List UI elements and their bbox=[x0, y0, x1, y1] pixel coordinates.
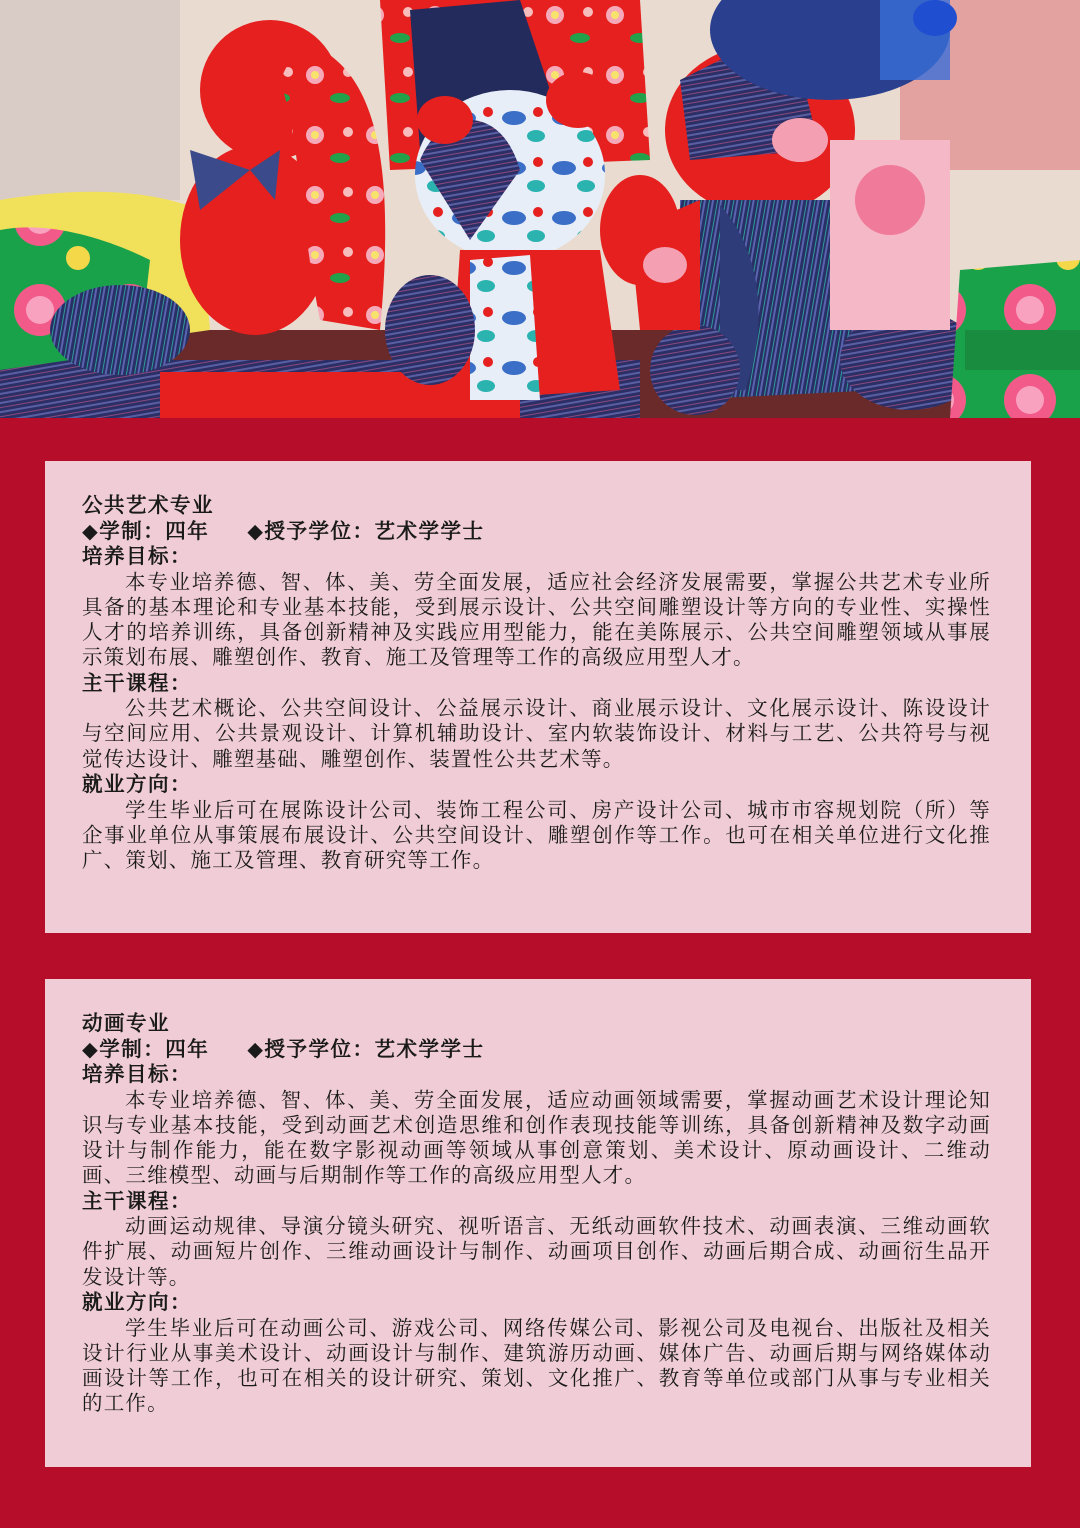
goal-text: 本专业培养德、智、体、美、劳全面发展，适应社会经济发展需要，掌握公共艺术专业所具备的基本理论和专业基本技能，受到展示设计、公共空间雕塑设计等方向的专业性、实操性人才的培养训练，具备创新精神及实践应用型能力，能在美陈展示、公共空间雕塑领域从事展示策划布展、雕塑创作、教育、施工及管理等工作的高级应用型人才。 bbox=[82, 569, 991, 670]
major-title: 公共艺术专业 bbox=[82, 493, 214, 517]
course-text: 动画运动规律、导演分镜头研究、视听语言、无纸动画软件技术、动画表演、三维动画软件扩展、动画短片创作、三维动画设计与制作、动画项目创作、动画后期合成、动画衍生品开发设计等。 bbox=[82, 1214, 991, 1289]
career-text: 学生毕业后可在动画公司、游戏公司、网络传媒公司、影视公司及电视台、出版社及相关设计行业从事美术设计、动画设计与制作、建筑游历动画、媒体广告、动画后期与网络媒体动画设计等工作，也可在相关的设计研究、策划、文化推广、教育等单位或部门从事与专业相关的工作。 bbox=[82, 1315, 991, 1416]
goal-text: 本专业培养德、智、体、美、劳全面发展，适应动画领域需要，掌握动画艺术设计理论知识与专业基本技能，受到动画艺术创造思维和创作表现技能等训练，具备创新精神及数字动画设计与制作能力，能在数字影视动画等领域从事创意策划、美术设计、原动画设计、二维动画、三维模型、动画与后期制作等工作的高级应用型人才。 bbox=[82, 1087, 991, 1188]
major-meta bbox=[82, 1037, 991, 1063]
degree-label: ◆授予学位：艺术学学士 bbox=[247, 1036, 485, 1061]
major-meta bbox=[82, 519, 991, 545]
major-card-animation bbox=[45, 979, 1031, 1467]
duration-label: ◆学制：四年 bbox=[82, 518, 210, 543]
major-title: 动画专业 bbox=[82, 1011, 170, 1035]
goal-heading: 培养目标： bbox=[82, 544, 192, 568]
major-card-public-art bbox=[45, 461, 1031, 933]
course-text: 公共艺术概论、公共空间设计、公益展示设计、商业展示设计、文化展示设计、陈设设计与空间应用、公共景观设计、计算机辅助设计、室内软装饰设计、材料与工艺、公共符号与视觉传达设计、雕塑基础、雕塑创作、装置性公共艺术等。 bbox=[82, 696, 991, 771]
degree-label: ◆授予学位：艺术学学士 bbox=[247, 518, 485, 543]
course-heading: 主干课程： bbox=[82, 1188, 192, 1213]
career-heading: 就业方向： bbox=[82, 1290, 192, 1315]
duration-label: ◆学制：四年 bbox=[82, 1036, 210, 1061]
course-heading: 主干课程： bbox=[82, 670, 192, 695]
goal-heading: 培养目标： bbox=[82, 1062, 192, 1086]
career-text: 学生毕业后可在展陈设计公司、装饰工程公司、房产设计公司、城市市容规划院（所）等企事业单位从事策展布展设计、公共空间设计、雕塑创作等工作。也可在相关单位进行文化推广、策划、施工及管理、教育研究等工作。 bbox=[82, 797, 991, 873]
career-heading: 就业方向： bbox=[82, 772, 192, 797]
hero-photo bbox=[0, 0, 1080, 418]
fabric-toys-illustration bbox=[0, 0, 1080, 418]
